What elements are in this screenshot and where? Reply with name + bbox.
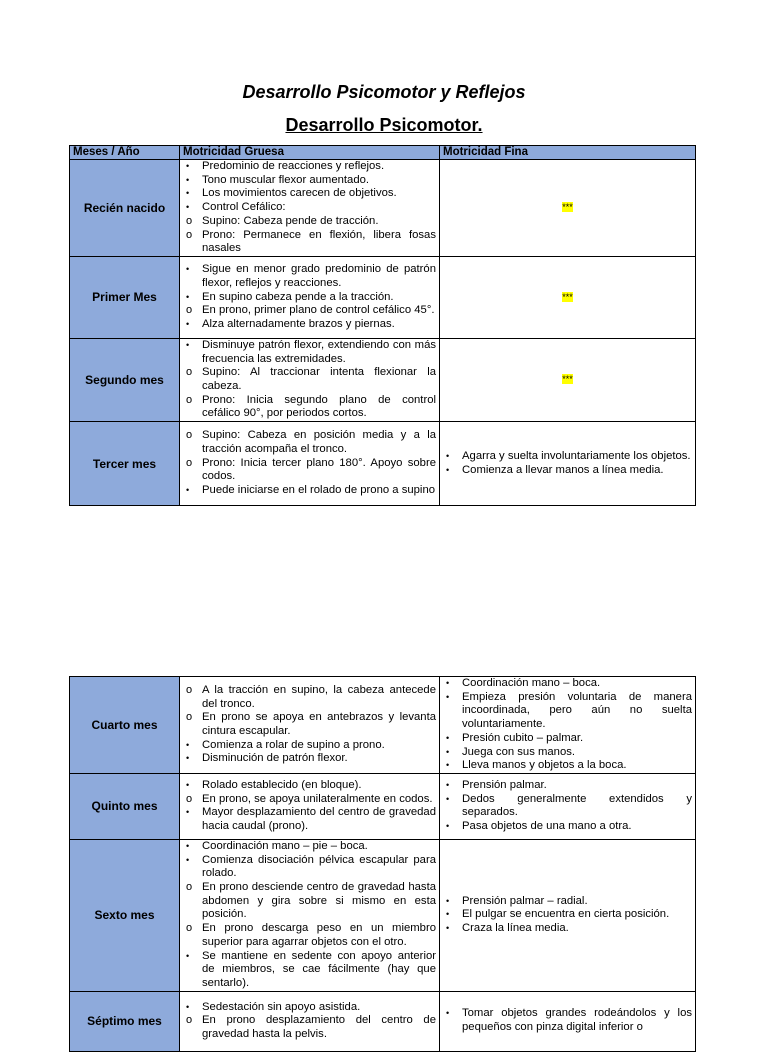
circle-bullet-icon: o: [186, 922, 193, 935]
fine-motor-cell: [440, 773, 696, 839]
bullet-icon: •: [446, 691, 450, 702]
month-cell: Recién nacido: [70, 160, 180, 257]
list-item-text: A la tracción en supino, la cabeza antecede del tronco.: [202, 683, 436, 710]
bullet-icon: •: [186, 840, 190, 851]
list-item-text: En prono descarga peso en un miembro superior para agarrar objetos con el otro.: [202, 922, 436, 948]
circle-bullet-icon: o: [186, 228, 193, 241]
bullet-icon: •: [446, 760, 450, 771]
bullet-icon: •: [186, 753, 190, 764]
gross-motor-list: [183, 779, 436, 834]
list-item: [183, 263, 436, 290]
list-item-text: Coordinación mano – boca.: [462, 677, 601, 689]
list-item-text: Prono: Inicia segundo plano de control cefálico 90°, por periodos cortos.: [202, 393, 436, 420]
list-item: [183, 793, 436, 807]
list-item: [183, 1014, 436, 1041]
gross-motor-cell: [180, 773, 440, 839]
gross-motor-list: [183, 1001, 436, 1042]
gross-motor-cell: [180, 256, 440, 338]
bullet-icon: •: [446, 450, 450, 461]
fine-motor-cell: [440, 422, 696, 506]
list-item: [443, 691, 692, 732]
month-cell: Primer Mes: [70, 256, 180, 338]
list-item-text: Supino: Al traccionar intenta flexionar la cabeza.: [202, 366, 436, 393]
list-item: [183, 160, 436, 174]
fine-motor-cell: [440, 256, 696, 338]
development-table-1: [69, 145, 696, 506]
fine-motor-list: [443, 779, 692, 834]
list-item-text: En prono desplazamiento del centro de gravedad hasta la pelvis.: [202, 1014, 436, 1040]
list-item: [443, 820, 692, 834]
fine-motor-list: [443, 450, 692, 477]
list-item-text: Predominio de reacciones y reflejos.: [202, 160, 385, 172]
month-cell: Cuarto mes: [70, 677, 180, 774]
list-item: [183, 854, 436, 881]
development-table-2: [69, 676, 696, 1052]
bullet-icon: •: [186, 807, 190, 818]
bullet-icon: •: [186, 318, 190, 329]
gross-motor-list: [183, 339, 436, 421]
list-item: [183, 922, 436, 949]
list-item: [183, 429, 436, 456]
list-item-text: El pulgar se encuentra en cierta posición.: [462, 908, 670, 921]
bullet-icon: •: [186, 854, 190, 865]
bullet-icon: •: [186, 950, 190, 961]
highlight-placeholder: ***: [562, 202, 573, 213]
list-item-text: Presión cubito – palmar.: [462, 731, 584, 744]
month-cell: Sexto mes: [70, 839, 180, 991]
list-item-text: En prono, se apoya unilateralmente en codos.: [202, 792, 433, 805]
list-item: [183, 840, 436, 854]
list-item: [443, 895, 692, 909]
gross-motor-cell: [180, 677, 440, 774]
table-row: [70, 338, 696, 421]
table-row: [70, 256, 696, 338]
list-item-text: Supino: Cabeza en posición media y a la tracción acompaña el tronco.: [202, 429, 436, 456]
list-item-text: Prono: Permanece en flexión, libera fosas nasales: [202, 228, 436, 255]
bullet-icon: •: [446, 1008, 450, 1019]
list-item-text: Se mantiene en sedente con apoyo anterior de miembros, se cae fácilmente (hay que sentarlo).: [202, 949, 436, 989]
list-item: [183, 187, 436, 201]
fine-motor-cell: [440, 839, 696, 991]
list-item: [183, 215, 436, 229]
document-title: Desarrollo Psicomotor y Reflejos: [242, 82, 526, 102]
bullet-icon: •: [186, 202, 190, 213]
list-item: [443, 746, 692, 760]
gross-motor-list: [183, 160, 436, 256]
list-item: [443, 908, 692, 922]
list-item-text: Control Cefálico:: [202, 201, 286, 214]
list-item-text: Juega con sus manos.: [462, 745, 576, 758]
bullet-icon: •: [186, 264, 190, 275]
list-item: [183, 291, 436, 305]
month-cell: Tercer mes: [70, 422, 180, 506]
list-item: [183, 366, 436, 393]
circle-bullet-icon: o: [186, 711, 193, 724]
table-row: [70, 773, 696, 839]
list-item-text: Supino: Cabeza pende de tracción.: [202, 214, 379, 227]
bullet-icon: •: [186, 339, 190, 350]
list-item: [443, 922, 692, 936]
list-item: [443, 450, 692, 464]
bullet-icon: •: [446, 821, 450, 832]
month-cell: Quinto mes: [70, 773, 180, 839]
list-item: [443, 779, 692, 793]
gross-motor-cell: [180, 422, 440, 506]
table-row: [70, 677, 696, 774]
list-item-text: En prono desciende centro de gravedad hasta abdomen y gira sobre si mismo en esta posición.: [202, 881, 436, 921]
list-item-text: Empieza presión voluntaria de manera incoordinada, pero aún no suelta voluntariamente.: [462, 690, 692, 731]
bullet-icon: •: [446, 895, 450, 906]
list-item-text: Pasa objetos de una mano a otra.: [462, 820, 632, 833]
gross-motor-list: [183, 429, 436, 498]
bullet-icon: •: [446, 732, 450, 743]
table-row: [70, 422, 696, 506]
list-item: [183, 684, 436, 711]
list-item: [183, 881, 436, 922]
list-item: [183, 779, 436, 793]
bullet-icon: •: [186, 174, 190, 185]
list-item: [443, 1007, 692, 1034]
table-row: [70, 839, 696, 991]
circle-bullet-icon: o: [186, 456, 193, 469]
list-item: [183, 457, 436, 484]
list-item-text: Coordinación mano – pie – boca.: [202, 839, 368, 852]
list-item: [443, 732, 692, 746]
table-header-row: [70, 146, 696, 160]
list-item-text: Agarra y suelta involuntariamente los objetos.: [462, 449, 691, 462]
circle-bullet-icon: o: [186, 393, 193, 406]
gross-motor-cell: [180, 991, 440, 1051]
list-item-text: Comienza a rolar de supino a prono.: [202, 738, 385, 751]
list-item-text: Prensión palmar.: [462, 779, 547, 792]
list-item: [183, 950, 436, 991]
bullet-icon: •: [186, 739, 190, 750]
list-item: [183, 201, 436, 215]
bullet-icon: •: [186, 161, 190, 171]
bullet-icon: •: [446, 923, 450, 934]
bullet-icon: •: [186, 780, 190, 791]
list-item-text: Sedestación sin apoyo asistida.: [202, 1000, 361, 1013]
list-item-text: Tomar objetos grandes rodeándolos y los pequeños con pinza digital inferior o: [462, 1007, 692, 1034]
gross-motor-list: [183, 684, 436, 766]
list-item-text: Dedos generalmente extendidos y separados.: [462, 792, 692, 819]
month-cell: Segundo mes: [70, 338, 180, 421]
list-item-text: Disminuye patrón flexor, extendiendo con más frecuencia las extremidades.: [202, 338, 436, 365]
fine-motor-list: [443, 677, 692, 773]
bullet-icon: •: [446, 746, 450, 757]
list-item-text: Disminución de patrón flexor.: [202, 752, 348, 765]
gross-motor-list: [183, 840, 436, 991]
bullet-icon: •: [186, 291, 190, 302]
circle-bullet-icon: o: [186, 1014, 193, 1027]
header-fine-motor: Motricidad Fina: [440, 146, 696, 160]
bullet-icon: •: [446, 678, 450, 688]
fine-motor-cell: [440, 991, 696, 1051]
list-item-text: Alza alternadamente brazos y piernas.: [202, 317, 395, 330]
circle-bullet-icon: o: [186, 304, 193, 317]
circle-bullet-icon: o: [186, 429, 193, 442]
list-item: [183, 304, 436, 318]
table-row: [70, 160, 696, 257]
circle-bullet-icon: o: [186, 881, 193, 894]
list-item: [183, 484, 436, 498]
list-item: [183, 174, 436, 188]
list-item-text: Prono: Inicia tercer plano 180°. Apoyo sobre codos.: [202, 456, 436, 483]
list-item-text: En prono se apoya en antebrazos y levanta cintura escapular.: [202, 711, 436, 737]
list-item-text: Puede iniciarse en el rolado de prono a supino: [202, 484, 436, 497]
list-item-text: Mayor desplazamiento del centro de gravedad hacia caudal (prono).: [202, 806, 436, 833]
list-item-text: Sigue en menor grado predominio de patrón flexor, reflejos y reacciones.: [202, 263, 436, 289]
list-item-text: Lleva manos y objetos a la boca.: [462, 759, 627, 772]
bullet-icon: •: [446, 909, 450, 920]
gross-motor-cell: [180, 338, 440, 421]
list-item-text: Los movimientos carecen de objetivos.: [202, 187, 397, 200]
highlight-placeholder: ***: [562, 374, 573, 385]
bullet-icon: •: [446, 780, 450, 791]
bullet-icon: •: [186, 188, 190, 199]
list-item: [183, 229, 436, 256]
gross-motor-cell: [180, 839, 440, 991]
gross-motor-list: [183, 263, 436, 332]
list-item: [443, 759, 692, 773]
circle-bullet-icon: o: [186, 792, 193, 805]
list-item: [183, 1001, 436, 1015]
list-item-text: Tono muscular flexor aumentado.: [202, 173, 370, 186]
document-subtitle: Desarrollo Psicomotor.: [285, 115, 483, 135]
bullet-icon: •: [186, 1001, 190, 1012]
list-item: [183, 318, 436, 332]
highlight-placeholder: ***: [562, 291, 573, 302]
fine-motor-list: [443, 1007, 692, 1034]
bullet-icon: •: [446, 464, 450, 475]
circle-bullet-icon: o: [186, 214, 193, 227]
month-cell: Séptimo mes: [70, 991, 180, 1051]
gross-motor-cell: [180, 160, 440, 257]
header-gross-motor: Motricidad Gruesa: [180, 146, 440, 160]
list-item-text: Rolado establecido (en bloque).: [202, 779, 362, 792]
list-item: [183, 806, 436, 833]
list-item: [443, 677, 692, 691]
list-item-text: Comienza a llevar manos a línea media.: [462, 463, 664, 476]
list-item: [183, 394, 436, 421]
list-item-text: Comienza disociación pélvica escapular para rolado.: [202, 853, 436, 880]
list-item-text: En supino cabeza pende a la tracción.: [202, 290, 394, 303]
list-item-text: Craza la línea media.: [462, 922, 569, 935]
bullet-icon: •: [446, 793, 450, 804]
bullet-icon: •: [186, 485, 190, 496]
list-item: [443, 793, 692, 820]
list-item-text: En prono, primer plano de control cefálico 45°.: [202, 304, 435, 317]
list-item: [183, 711, 436, 738]
circle-bullet-icon: o: [186, 683, 193, 696]
fine-motor-list: [443, 895, 692, 936]
list-item: [183, 739, 436, 753]
fine-motor-cell: [440, 160, 696, 257]
fine-motor-cell: [440, 677, 696, 774]
circle-bullet-icon: o: [186, 366, 193, 379]
list-item: [443, 464, 692, 478]
list-item-text: Prensión palmar – radial.: [462, 894, 588, 907]
list-item: [183, 752, 436, 766]
fine-motor-cell: [440, 338, 696, 421]
table-row: [70, 991, 696, 1051]
header-months: Meses / Año: [70, 146, 180, 160]
list-item: [183, 339, 436, 366]
